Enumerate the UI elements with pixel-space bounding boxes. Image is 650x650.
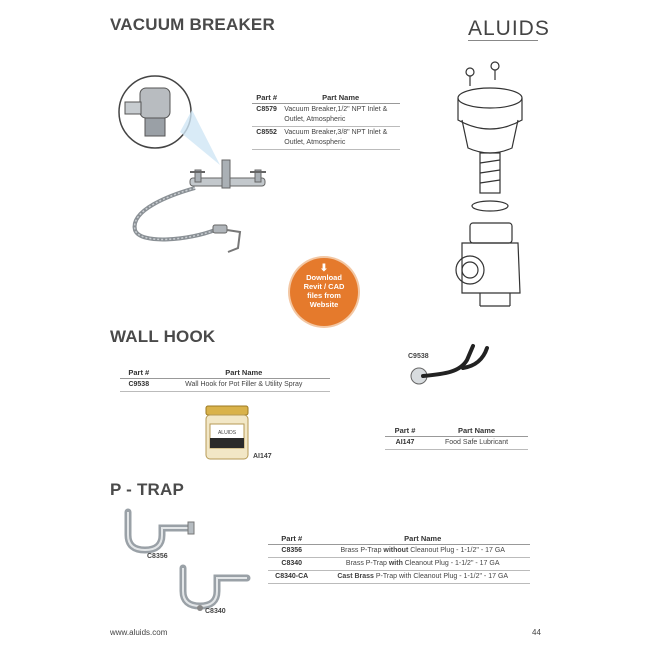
part-name: Brass P-Trap with Cleanout Plug - 1-1/2" - 17 GA (315, 558, 530, 571)
wall-hook-parts-table (120, 367, 330, 392)
download-arrow-icon: ⬇ (319, 263, 329, 274)
brand-logo: ALUIDS (468, 17, 550, 40)
part-name: Food Safe Lubricant (425, 437, 528, 450)
footer-website[interactable]: www.aluids.com (110, 628, 168, 637)
part-name: Vacuum Breaker,3/8" NPT Inlet & Outlet, Atmospheric (281, 127, 400, 150)
p-trap-parts-table (268, 533, 530, 584)
p-trap-c8356-image (120, 510, 200, 555)
table-row (385, 437, 528, 450)
part-number: C8340 (268, 558, 315, 571)
p-trap-c8356-caption: C8356 (147, 553, 168, 560)
lubricant-caption: AI147 (253, 453, 272, 460)
section-title-vacuum-breaker: VACUUM BREAKER (110, 15, 275, 34)
vacuum-breaker-exploded-drawing (440, 58, 550, 318)
jar-label: ALUIDS (217, 430, 237, 436)
page-number: 44 (532, 628, 541, 637)
wall-hook-caption: C9538 (408, 353, 429, 360)
table-row (268, 571, 530, 584)
part-name: Brass P-Trap without Cleanout Plug - 1-1/2" - 17 GA (315, 545, 530, 558)
p-trap-c8340-caption: C8340 (205, 608, 226, 615)
table-row (120, 379, 330, 392)
column-header-part-name: Part Name (281, 92, 400, 104)
table-row (252, 104, 400, 127)
column-header-part-number: Part # (385, 425, 425, 437)
section-title-p-trap: P - TRAP (110, 480, 185, 499)
part-number: AI147 (385, 437, 425, 450)
part-number: C8356 (268, 545, 315, 558)
part-number: C8552 (252, 127, 281, 150)
column-header-part-number: Part # (120, 367, 158, 379)
table-row (268, 558, 530, 571)
section-title-wall-hook: WALL HOOK (110, 327, 216, 346)
part-name: Wall Hook for Pot Filler & Utility Spray (158, 379, 330, 392)
lubricant-jar-image (204, 404, 250, 462)
part-number: C8579 (252, 104, 281, 127)
part-name: Cast Brass P-Trap with Cleanout Plug - 1-1/2" - 17 GA (315, 571, 530, 584)
table-row (268, 545, 530, 558)
table-row (252, 127, 400, 150)
column-header-part-number: Part # (268, 533, 315, 545)
lubricant-parts-table (385, 425, 528, 450)
logo-underline (468, 40, 538, 41)
download-cad-badge[interactable]: ⬇ Download Revit / CAD files from Website (290, 258, 358, 326)
part-name: Vacuum Breaker,1/2" NPT Inlet & Outlet, Atmospheric (281, 104, 400, 127)
column-header-part-number: Part # (252, 92, 281, 104)
column-header-part-name: Part Name (425, 425, 528, 437)
part-number: C8340-CA (268, 571, 315, 584)
wall-hook-image (405, 340, 495, 400)
column-header-part-name: Part Name (315, 533, 530, 545)
vacuum-breaker-parts-table (252, 92, 400, 150)
p-trap-c8340-image (175, 566, 255, 611)
part-number: C9538 (120, 379, 158, 392)
column-header-part-name: Part Name (158, 367, 330, 379)
